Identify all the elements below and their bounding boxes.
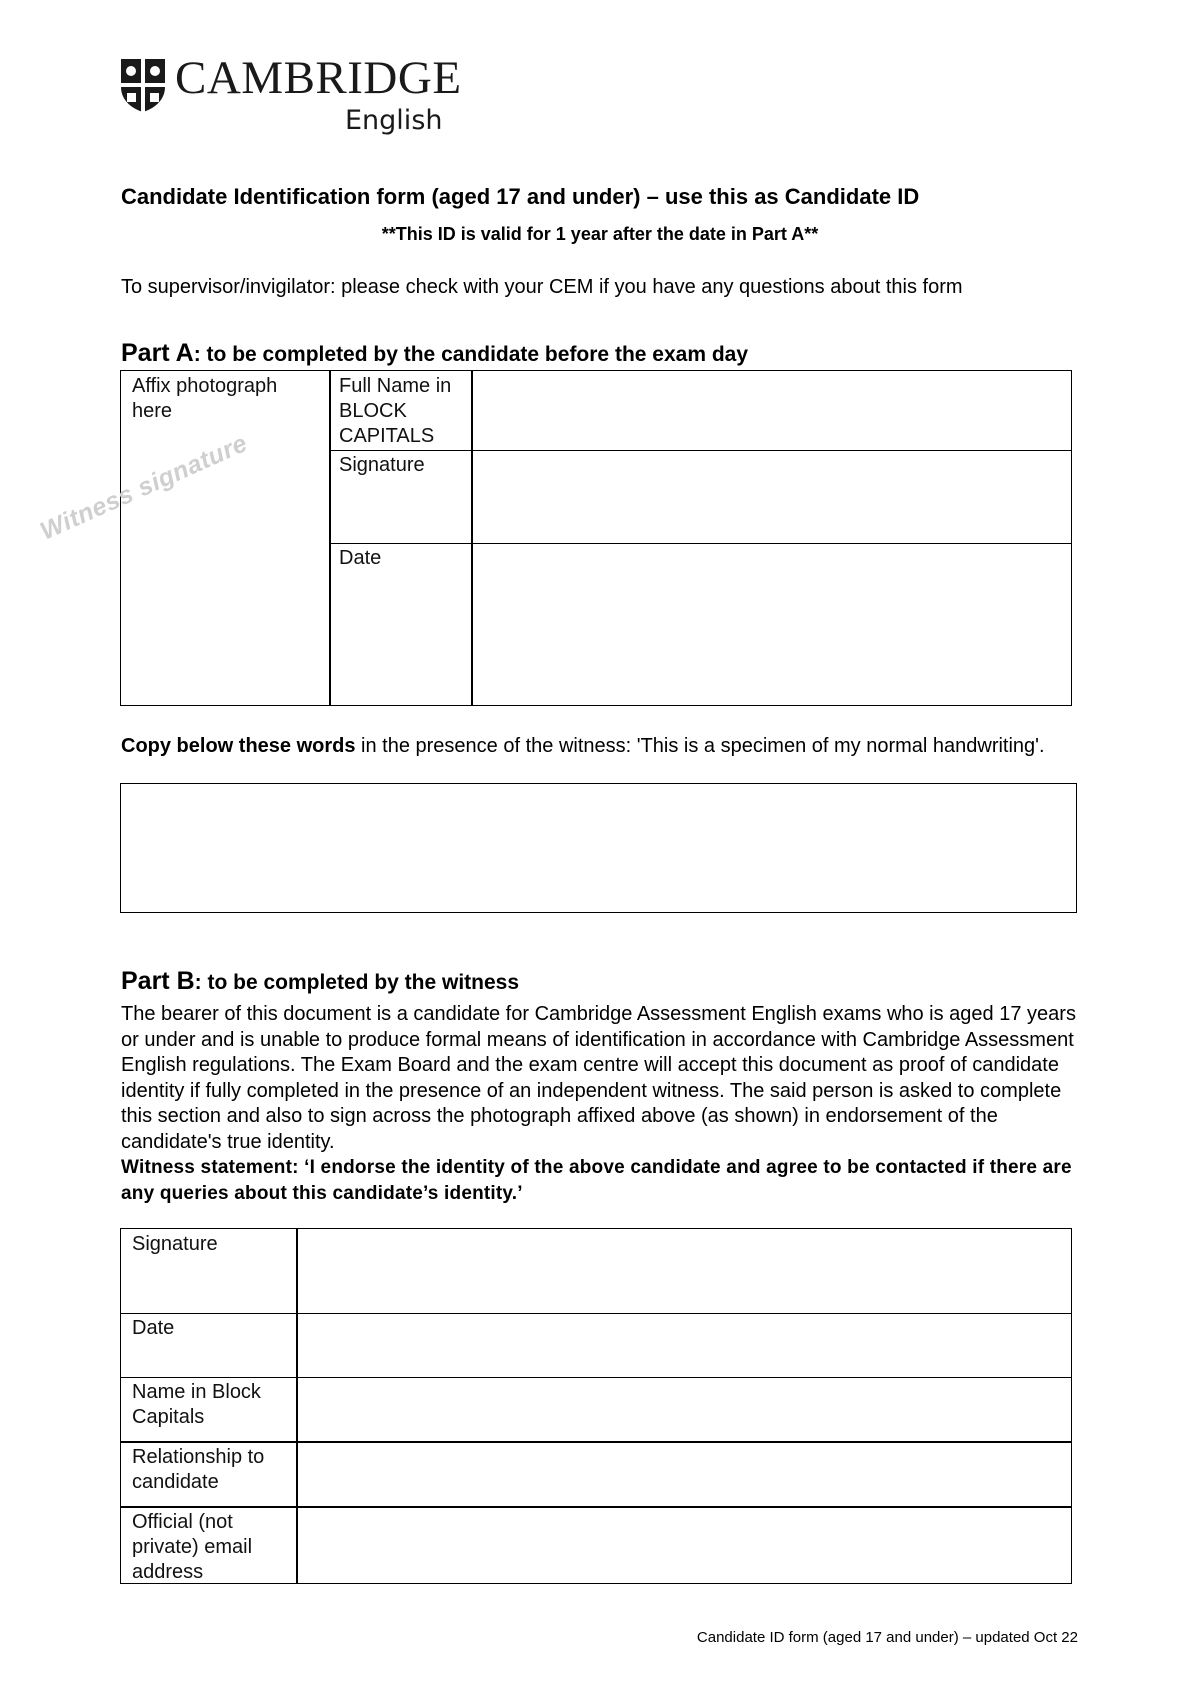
page-footer: Candidate ID form (aged 17 and under) – updated Oct 22 [696,1629,1078,1646]
part-b-heading-text: : to be completed by the witness [194,971,520,994]
witness-name-field[interactable] [309,1380,1059,1438]
full-name-label: Full Name in BLOCK CAPITALS [339,375,452,447]
email-label: Official (not private) email address [132,1511,253,1583]
witness-name-label: Name in Block Capitals [132,1381,261,1428]
table-divider [121,1441,1071,1443]
part-b-body [121,1002,1081,1206]
photo-label: Affix photograph here [132,375,278,422]
form-title: Candidate Identification form (aged 17 and under) – use this as Candidate ID [121,184,920,209]
part-b-paragraph: The bearer of this document is a candidate for Cambridge Assessment English exams who is aged 17 years or under and is unable to produce formal means of identification in accordance with Cambridge Assessment English regulations. The Exam Board and the exam centre will accept this document as proof of candidate identity if fully completed in the presence of an independent witness. The said person is asked to complete this section and also to sign across the photograph affixed above (as shown) in endorsement of the candidate's true identity. [121,1003,1076,1153]
part-a-table [120,370,1072,706]
table-divider [121,1506,1071,1508]
table-divider [471,371,473,705]
table-divider [121,1313,1071,1314]
table-divider [329,450,1071,451]
logo-wordmark: CAMBRIDGE [175,52,462,104]
cambridge-english-logo [119,52,462,145]
relationship-field[interactable] [309,1445,1059,1503]
witness-signature-watermark: Witness signature [36,429,252,546]
copy-instruction-rest: in the presence of the witness: 'This is a specimen of my normal handwriting'. [355,735,1045,757]
witness-date-field[interactable] [309,1316,1059,1374]
signature-label: Signature [339,454,425,476]
photo-area[interactable] [123,373,327,703]
cambridge-shield-icon [119,57,167,113]
witness-statement: Witness statement: ‘I endorse the identity of the above candidate and agree to be contacted if there are any queries about this candidate’s identity.’ [121,1157,1072,1204]
copy-instruction-bold: Copy below these words [121,735,356,757]
logo-subtitle: English [345,105,443,136]
supervisor-note: To supervisor/invigilator: please check with your CEM if you have any questions about this form [121,276,963,298]
part-a-label: Part A [121,339,194,367]
relationship-label: Relationship to candidate [132,1446,265,1493]
witness-date-label: Date [132,1317,175,1339]
table-divider [121,1377,1071,1378]
email-field[interactable] [309,1510,1059,1580]
table-divider [329,371,331,705]
part-b-label: Part B [121,967,195,995]
date-label: Date [339,547,382,569]
part-a-heading [121,338,748,368]
full-name-field[interactable] [483,374,1063,448]
witness-signature-label: Signature [132,1233,218,1255]
copy-instruction [121,734,1071,759]
date-field[interactable] [483,546,1063,701]
table-divider [296,1229,298,1583]
handwriting-specimen-box[interactable] [120,783,1077,913]
part-b-heading [121,966,519,996]
witness-signature-field[interactable] [309,1232,1059,1310]
part-b-table [120,1228,1072,1584]
part-a-heading-text: : to be completed by the candidate before the exam day [193,343,749,366]
table-divider [329,543,1071,544]
validity-note: **This ID is valid for 1 year after the date in Part A** [381,224,819,244]
signature-field[interactable] [483,453,1063,541]
